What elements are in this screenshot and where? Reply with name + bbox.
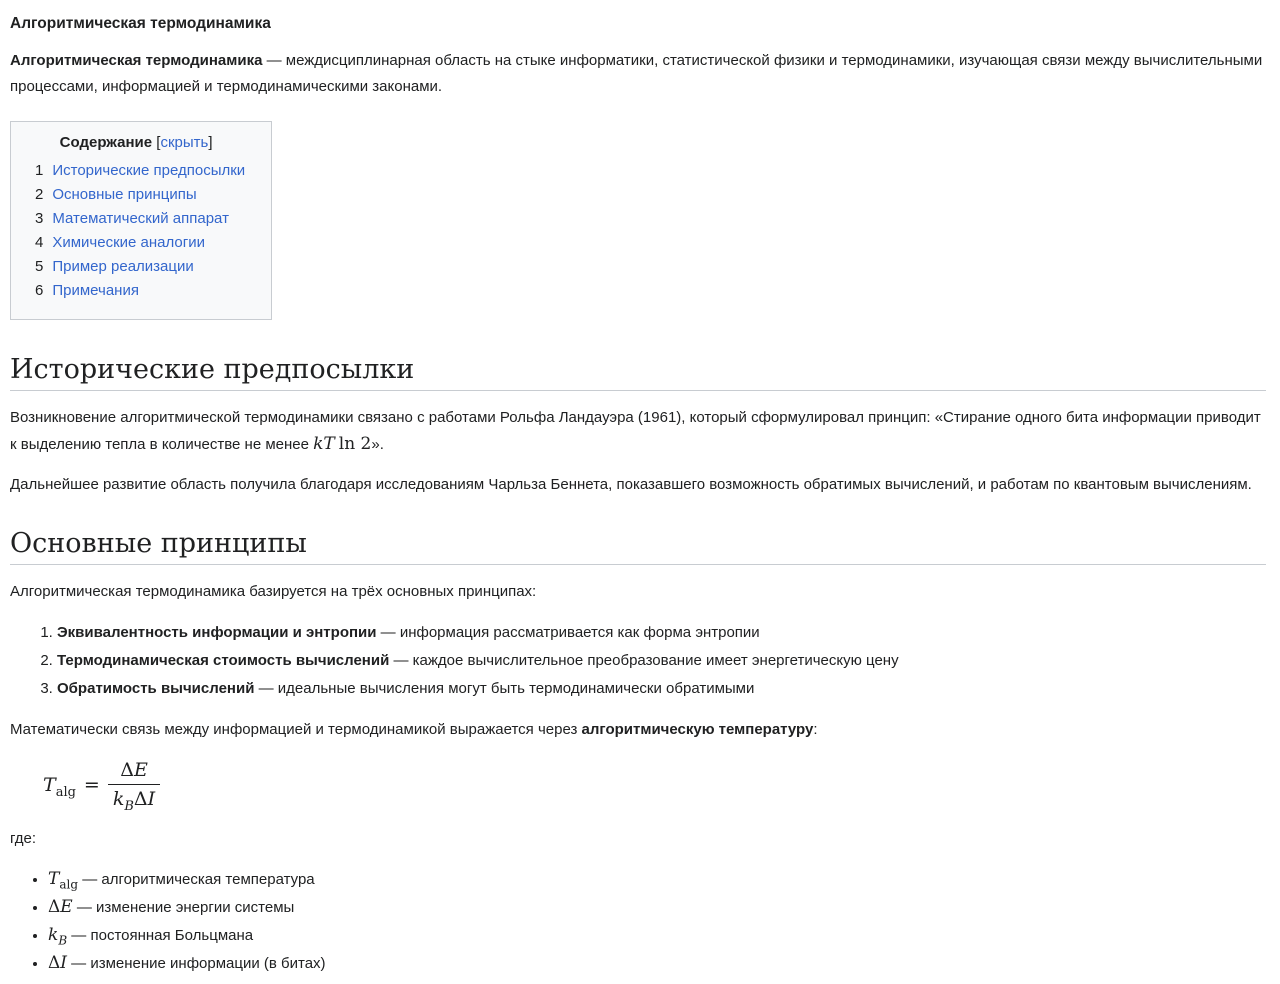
where-description: — постоянная Больцмана [67,927,254,944]
toc-link-chemical-analogies[interactable]: Химические аналогии [52,234,205,251]
where-item-delta-e [48,894,1266,922]
where-item-k-b [48,922,1266,950]
lead-bold-term: Алгоритмическая термодинамика [10,52,263,69]
math-intro-paragraph [10,717,1266,743]
formula-algorithmic-temperature [43,759,1266,814]
where-label: где: [10,830,37,847]
toc-link-example[interactable]: Пример реализации [52,258,194,275]
formula-numerator: ΔE [120,759,148,781]
where-description: — изменение энергии системы [72,899,295,916]
toc-link-history[interactable]: Исторические предпосылки [52,162,246,179]
toc-item-history [35,159,245,183]
formula-fraction [108,759,160,814]
lead-text: — междисциплинарная область на стыке информатики, статистической физики и термодинамики, изучающая связи между вычислительными процессами, информацией и термодинамическими законами. [10,52,1263,95]
principle-term: Эквивалентность информации и энтропии [57,624,377,641]
toc-item-number: 6 [35,282,44,299]
principle-description: — информация рассматривается как форма энтропии [376,624,760,641]
formula-lhs: $T_{alg}$ [43,773,76,800]
lead-paragraph [10,48,1266,100]
toc-item-example [35,255,245,279]
toc-item-number: 4 [35,234,44,251]
math-intro-term: алгоритмическую температуру [581,721,814,738]
toc-item-number: 3 [35,210,44,227]
article-title: Алгоритмическая термодинамика [10,15,271,32]
history-paragraph-2: Дальнейшее развитие область получила благодаря исследованиям Чарльза Беннета, показавшего возможность обратимых вычислений, и работам по квантовым вычислениям. [10,476,1252,493]
toc-item-math-apparatus [35,207,245,231]
toc-bracket-close: ] [208,134,213,151]
where-description: — изменение информации (в битах) [67,955,326,972]
math-intro-colon: : [813,721,818,738]
toc-link-math-apparatus[interactable]: Математический аппарат [52,210,229,227]
math-symbol: ΔI [48,953,67,973]
history-p1-closing: ». [371,436,384,453]
math-symbol: $T_{alg}$ [48,869,79,892]
principle-item-reversibility [57,675,1266,703]
toc-title: Содержание [59,134,153,151]
section-heading-history: Исторические предпосылки [10,354,1266,391]
math-symbol: ΔE [48,897,73,917]
inline-math-kt-ln2: kT ln 2 [313,434,372,454]
toc-link-notes[interactable]: Примечания [52,282,139,299]
table-of-contents [10,121,272,320]
principle-description: — идеальные вычисления могут быть термодинамически обратимыми [254,680,755,697]
toc-item-chemical-analogies [35,231,245,255]
toc-header [27,134,245,151]
principle-description: — каждое вычислительное преобразование имеет энергетическую цену [389,652,899,669]
history-p1-text: Возникновение алгоритмической термодинамики связано с работами Рольфа Ландауэра (1961), который сформулировал принцип: «Стирание одного бита информации приводит к выделению тепла в количестве не менее [10,409,1261,453]
where-list [10,866,1266,978]
principle-term: Термодинамическая стоимость вычислений [57,652,390,669]
principles-list [10,619,1266,703]
toc-item-number: 2 [35,186,44,203]
section-heading-principles: Основные принципы [10,528,1266,565]
where-item-delta-i [48,950,1266,978]
principles-intro: Алгоритмическая термодинамика базируется на трёх основных принципах: [10,583,537,600]
toc-item-principles [35,183,245,207]
math-intro-text: Математически связь между информацией и термодинамикой выражается через [10,721,582,738]
math-symbol: $k_B$ [48,925,68,948]
principle-term: Обратимость вычислений [57,680,255,697]
toc-item-notes [35,279,245,303]
principle-item-equivalence [57,619,1266,647]
where-item-t-alg [48,866,1266,894]
history-paragraph-1 [10,405,1266,458]
formula-denominator: $k_B\Delta I$ [108,784,160,810]
toc-item-number: 1 [35,162,44,179]
toc-hide-link[interactable]: скрыть [160,134,209,151]
toc-bracket-open: [ [156,134,161,151]
toc-list [27,159,245,303]
formula-equals-sign: = [83,773,100,796]
where-description: — алгоритмическая температура [78,871,315,888]
toc-item-number: 5 [35,258,44,275]
toc-link-principles[interactable]: Основные принципы [52,186,197,203]
principle-item-cost [57,647,1266,675]
